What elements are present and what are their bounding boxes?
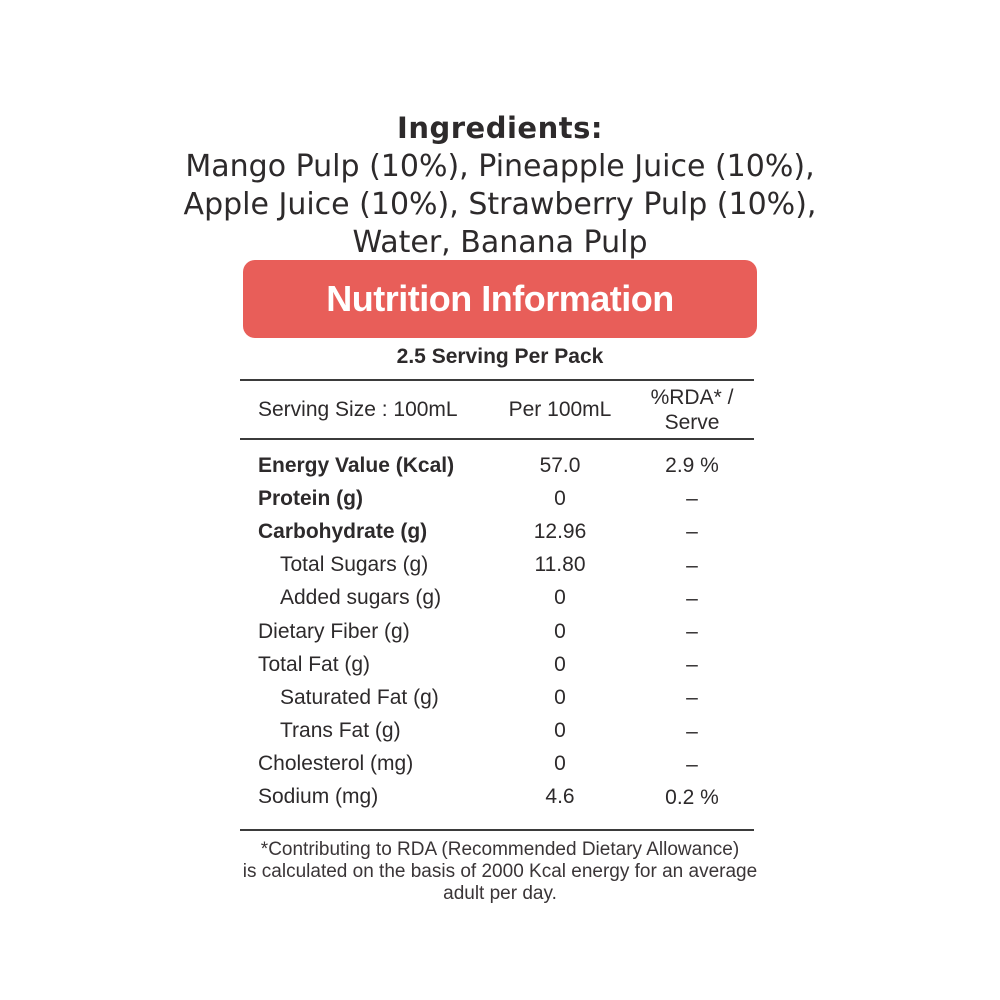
- table-row-saturated-fat: [240, 681, 754, 714]
- row-label: Total Fat (g): [258, 652, 371, 676]
- row-rda: –: [686, 653, 698, 677]
- table-row-protein: [240, 482, 754, 515]
- ingredients-heading: Ingredients:: [397, 111, 603, 145]
- ingredients-line-2: Apple Juice (10%), Strawberry Pulp (10%),: [183, 187, 817, 222]
- row-value: 4.6: [545, 785, 575, 809]
- nutrition-table: [240, 379, 754, 831]
- row-label: Sodium (mg): [258, 785, 379, 809]
- ingredients-line-1: Mango Pulp (10%), Pineapple Juice (10%),: [185, 149, 815, 184]
- table-row-cholesterol: [240, 748, 754, 781]
- row-value: 11.80: [534, 553, 586, 577]
- ingredients-section: [0, 108, 1000, 262]
- row-label: Carbohydrate (g): [258, 519, 428, 543]
- ingredients-line-3: Water, Banana Pulp: [352, 225, 648, 260]
- table-row-sodium: [240, 781, 754, 814]
- row-label: Cholesterol (mg): [258, 752, 414, 776]
- row-label: Saturated Fat (g): [280, 685, 439, 709]
- row-label: Energy Value (Kcal): [258, 453, 455, 477]
- row-rda: –: [686, 586, 698, 610]
- header-per-100ml: Per 100mL: [508, 397, 612, 421]
- header-rda-line1: %RDA* /: [650, 385, 734, 409]
- row-value: 12.96: [533, 519, 587, 543]
- row-value: 57.0: [539, 453, 581, 477]
- nutrition-information-banner: [243, 260, 757, 338]
- row-value: 0: [554, 752, 566, 776]
- rda-footnote: [0, 839, 1000, 905]
- table-row-total-sugars: [240, 549, 754, 582]
- footnote-line-1: *Contributing to RDA (Recommended Dietary Allowance): [260, 839, 740, 860]
- row-value: 0: [554, 486, 566, 510]
- table-row-added-sugars: [240, 582, 754, 615]
- row-rda: –: [686, 487, 698, 511]
- rule-bottom: [240, 829, 754, 831]
- row-value: 0: [554, 719, 566, 743]
- row-rda: –: [686, 520, 698, 544]
- header-rda-serve: [630, 385, 754, 435]
- footnote-line-2: is calculated on the basis of 2000 Kcal energy for an average: [242, 861, 758, 882]
- table-body: [240, 440, 754, 814]
- row-label: Protein (g): [258, 486, 363, 510]
- row-label: Added sugars (g): [280, 586, 442, 610]
- table-row-energy: [240, 449, 754, 482]
- header-rda-line2: Serve: [664, 410, 720, 434]
- row-label: Total Sugars (g): [280, 553, 429, 577]
- table-row-total-fat: [240, 648, 754, 681]
- row-rda: –: [686, 686, 698, 710]
- row-rda: 2.9 %: [665, 454, 719, 478]
- row-label: Trans Fat (g): [280, 719, 401, 743]
- row-value: 0: [554, 586, 566, 610]
- row-rda: –: [686, 620, 698, 644]
- row-rda: –: [686, 752, 698, 776]
- table-row-carbohydrate: [240, 515, 754, 548]
- table-row-trans-fat: [240, 715, 754, 748]
- table-header-row: [240, 381, 754, 438]
- row-rda: 0.2 %: [665, 785, 719, 809]
- header-serving-size: Serving Size : 100mL: [258, 397, 458, 421]
- serving-per-pack: 2.5 Serving Per Pack: [396, 345, 604, 368]
- row-value: 0: [554, 619, 566, 643]
- row-rda: –: [686, 553, 698, 577]
- table-row-dietary-fiber: [240, 615, 754, 648]
- footnote-line-3: adult per day.: [443, 883, 557, 904]
- row-label: Dietary Fiber (g): [258, 619, 410, 643]
- row-rda: –: [686, 719, 698, 743]
- banner-title: Nutrition Information: [326, 278, 674, 319]
- row-value: 0: [554, 652, 566, 676]
- row-value: 0: [554, 685, 566, 709]
